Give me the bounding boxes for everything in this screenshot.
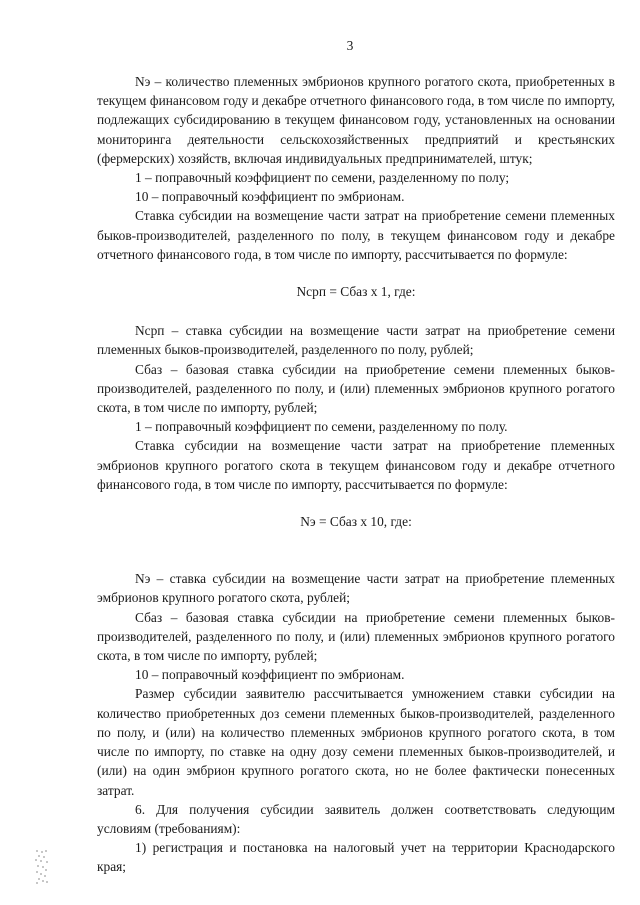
paragraph-semen-rate-intro: Ставка субсидии на возмещение части затрат на приобретение семени племенных быков-производителей, разделенного по полу, в текущем финансовом году и декабре отчетного финансового года, в том числе по импорту, рассчитывается по формуле: [97,208,615,262]
paragraph-ne-definition: Nэ – ставка субсидии на возмещение части затрат на приобретение племенных эмбрионов крупного рогатого скота, рублей; [97,571,615,606]
margin-stamp-mark [33,848,51,886]
document-body [97,72,615,877]
paragraph-embryo-coefficient: 10 – поправочный коэффициент по эмбрионам. [135,189,405,205]
paragraph-sbaz-definition: Сбаз – базовая ставка субсидии на приобретение семени племенных быков-производителей, разделенного по полу, и (или) племенных эмбрионов крупного рогатого скота, в том числе по импорту, рублей; [97,361,615,416]
paragraph-nsrp-definition: Nсрп – ставка субсидии на возмещение части затрат на приобретение семени племенных быков-производителей, разделенного по полу, рублей; [97,323,615,358]
paragraph-registration: 1) регистрация и постановка на налоговый учет на территории Краснодарского края; [97,840,615,875]
paragraph-sbaz-definition-2: Сбаз – базовая ставка субсидии на приобретение семени племенных быков-производителей, разделенного по полу, и (или) племенных эмбрионов крупного рогатого скота, в том числе по импорту, рублей; [97,609,615,664]
paragraph-subsidy-size: Размер субсидии заявителю рассчитывается умножением ставки субсидии на количество приобретенных доз семени племенных быков-производителей, разделенного по полу, и (или) на количество племенных эмбрионов крупного рогатого скота, в том числе по импорту, по ставке на одну дозу семени племенных быков-производителей, и (или) на один эмбрион крупного рогатого скота, но не более фактически понесенных затрат. [97,686,615,798]
page-number: 3 [346,38,354,53]
spacer [97,551,615,569]
paragraph-embryo-count: Nэ – количество племенных эмбрионов крупного рогатого скота, приобретенных в текущем финансовом году и декабре отчетного финансового года, в том числе по импорту, подлежащих субсидированию в текущем финансовом году, установленных на основании мониторинга деятельности сельскохозяйственных предприятий и крестьянских (фермерских) хозяйств, включая индивидуальных предпринимателей, штук; [97,74,615,166]
paragraph-conditions: 6. Для получения субсидии заявитель должен соответствовать следующим условиям (требованиям): [97,801,615,836]
formula-semen-rate: Nсрп = Сбаз х 1, где: [296,284,416,300]
formula-embryo-rate: Nэ = Сбаз х 10, где: [300,514,412,530]
paragraph-semen-coefficient-2: 1 – поправочный коэффициент по семени, разделенному по полу. [135,419,508,435]
paragraph-embryo-coefficient-2: 10 – поправочный коэффициент по эмбрионам. [135,667,405,683]
paragraph-embryo-rate-intro: Ставка субсидии на возмещение части затрат на приобретение племенных эмбрионов крупного рогатого скота в текущем финансовом году и декабре отчетного финансового года, в том числе по импорту, рассчитывается по формуле: [97,438,615,492]
paragraph-semen-coefficient: 1 – поправочный коэффициент по семени, разделенному по полу; [135,170,510,186]
